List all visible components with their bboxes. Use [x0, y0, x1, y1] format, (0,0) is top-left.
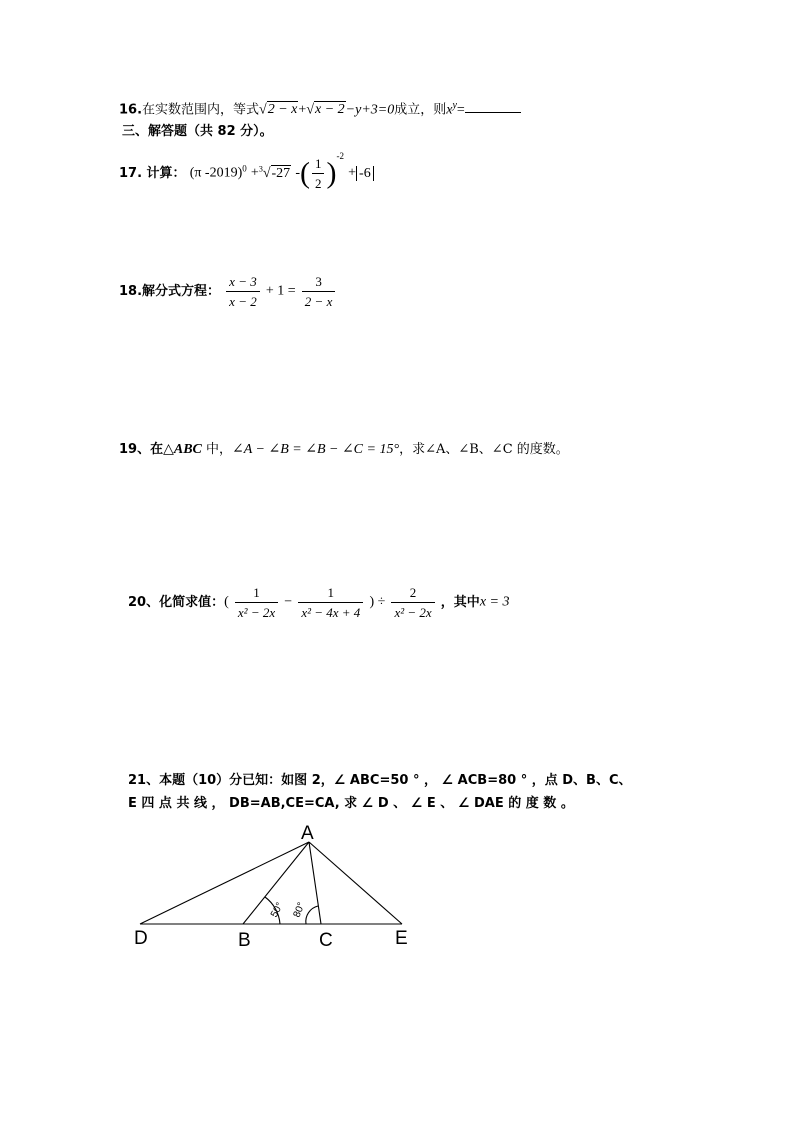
- q18-label: 18.解分式方程：: [119, 284, 221, 299]
- q17-abs: -6: [356, 166, 374, 181]
- q20-x-value: x = 3: [479, 594, 510, 610]
- q17-plus-abs: +: [348, 165, 357, 181]
- q16-eq: =: [456, 102, 465, 118]
- q20-open: (: [224, 594, 229, 610]
- q16-y: y: [452, 100, 457, 111]
- q16-rest: −y+3=0: [345, 102, 395, 118]
- q17-label: 17. 计算：: [119, 166, 186, 181]
- q19-number: 19、在: [119, 442, 164, 457]
- q17-exp0: 0: [242, 163, 247, 174]
- section-3-title: 三、解答题（共 82 分）。: [122, 124, 273, 139]
- q18-plus-one: + 1 =: [265, 283, 296, 299]
- q19-condition: ∠A − ∠B = ∠B − ∠C = 15°: [232, 442, 400, 457]
- label-c: C: [319, 930, 333, 951]
- q18-fraction-2: $\frac{3}{2 - x}$: [302, 275, 336, 308]
- q17-root-index: 3: [258, 164, 263, 174]
- q17-half: $\frac{1}{2}$: [312, 157, 325, 190]
- question-20: [128, 586, 509, 619]
- q18-fraction-1: $\frac{x - 3}{x - 2}$: [226, 275, 260, 308]
- question-19: [119, 443, 569, 457]
- q20-fraction-a: $\frac{1}{\text{x² − 2x}}$: [235, 586, 278, 619]
- q16-x: x: [446, 102, 453, 118]
- label-d: D: [134, 928, 148, 949]
- q16-answer-blank: [465, 102, 521, 113]
- question-18: [119, 275, 337, 308]
- q21-line-1: 21、本题（10）分已知：如图 2，∠ ABC=50 ° ， ∠ ACB=80 ° ，点 D、B、C、: [128, 773, 632, 788]
- q20-close-div: ) ÷: [369, 594, 386, 610]
- angle-arc-c: [306, 906, 318, 924]
- label-a: A: [301, 823, 314, 844]
- q20-label: 20、化简求值：: [128, 595, 225, 610]
- segment-ae: [309, 842, 402, 924]
- q16-number: 16.: [119, 102, 143, 118]
- q16-sqrt-b: x − 2: [315, 102, 345, 118]
- q16-sqrt-a: 2 − x: [267, 102, 298, 118]
- question-16: 16.在实数范围内，等式√2 − x+√x − 2−y+3=0成立，则$x^y=$: [119, 101, 521, 117]
- q19-ask: ，求∠A、∠B、∠C 的度数。: [399, 442, 569, 457]
- q21-line-2: E 四 点 共 线 ， DB=AB,CE=CA, 求 ∠ D 、 ∠ E 、 ∠ DAE 的 度 数 。: [128, 796, 574, 811]
- angle-label-c: 80°: [291, 900, 308, 920]
- q20-fraction-c: $\frac{2}{\text{x² − 2x}}$: [391, 586, 434, 619]
- q17-radicand: -27: [271, 166, 291, 181]
- q17-plus: +: [250, 165, 259, 181]
- q17-minus: -: [295, 165, 300, 181]
- q19-triangle: △ABC: [163, 442, 202, 457]
- q17-open: (π -2019): [189, 165, 243, 181]
- q20-tail: ，其中: [440, 595, 480, 610]
- q16-mid: 成立，则: [394, 102, 447, 118]
- label-b: B: [238, 930, 251, 951]
- q20-fraction-b: $\frac{1}{\text{x² − 4x + 4}}$: [298, 586, 363, 619]
- q19-mid: 中，: [201, 442, 233, 457]
- segment-ac: [309, 842, 321, 924]
- angle-label-b: 50°: [268, 900, 286, 920]
- q20-minus: −: [284, 594, 293, 610]
- question-17: 17. 计算： (π -2019)$^0$ +$^3$√-27 -( $\frac{1}{2}$ )$^{-2}$ + -6: [119, 152, 374, 188]
- q16-pre: 在实数范围内，等式: [142, 102, 260, 118]
- q17-exp-neg2: -2: [336, 151, 344, 161]
- segment-ad: [140, 842, 309, 924]
- q16-plus: +: [298, 102, 307, 118]
- triangle-figure: [130, 818, 430, 953]
- label-e: E: [395, 928, 408, 949]
